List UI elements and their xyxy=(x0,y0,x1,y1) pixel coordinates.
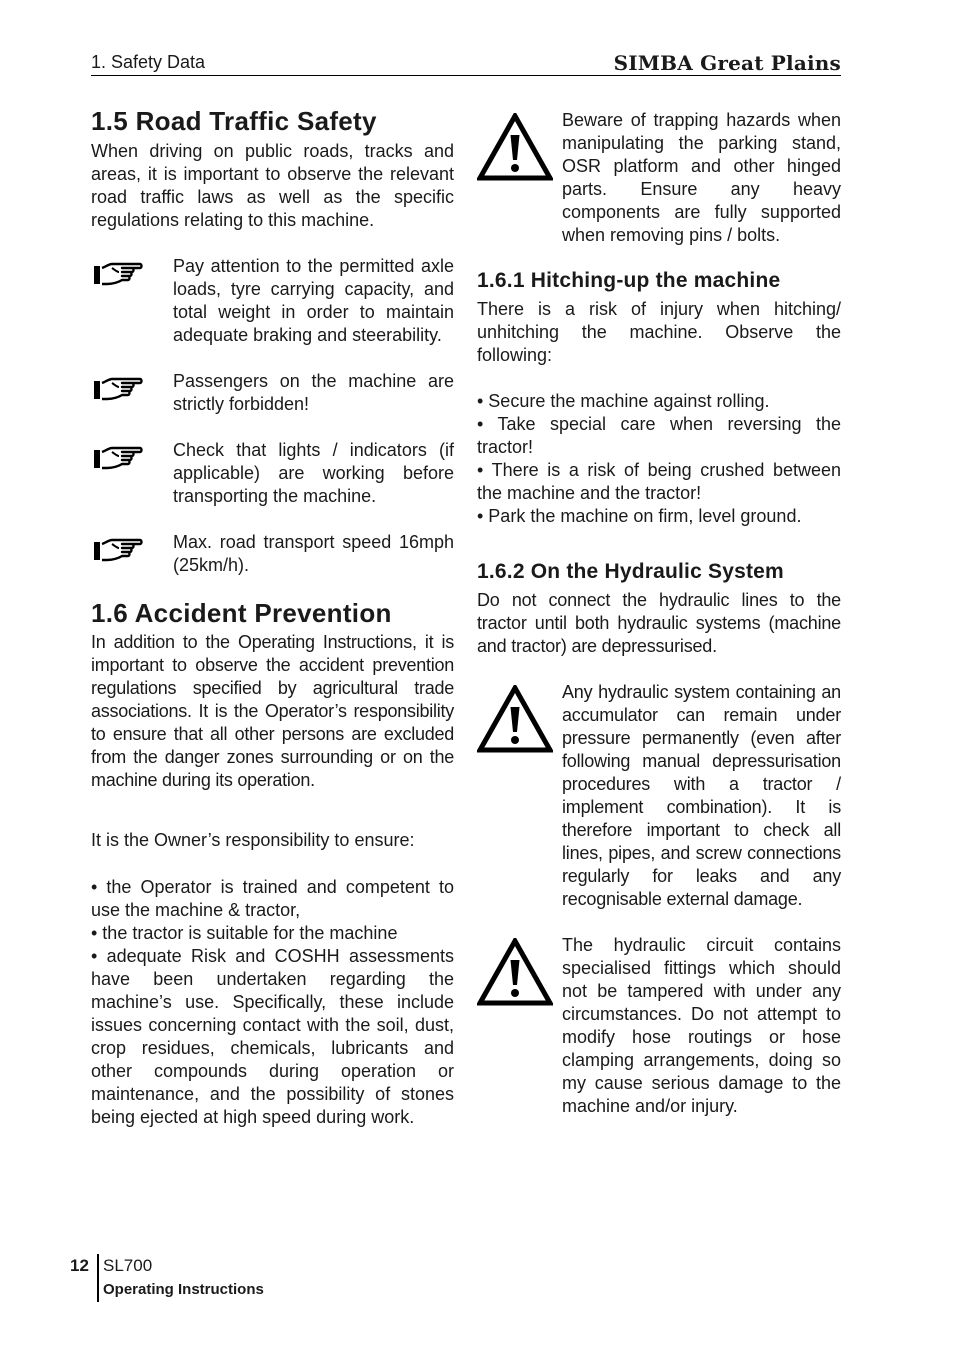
note-axle-loads-text: Pay attention to the permitted axle loads, tyre carrying capacity, and total weight in order to maintain adequate braking and steerability. xyxy=(173,256,454,345)
warning-triangle-icon xyxy=(477,934,562,1012)
section-1-6-1-intro: There is a risk of injury when hitching/ unhitching the machine. Observe the following: xyxy=(477,299,841,365)
page-number: 12 xyxy=(70,1256,89,1275)
warning-fittings-text: The hydraulic circuit contains specialised fittings which should not be tampered with under any circumstances. Do not attempt to modify hose routings or hose clamping arrangements, doing so my cause serious damage to the machine and/or injury. xyxy=(562,935,841,1116)
section-1-5-intro: When driving on public roads, tracks and areas, it is important to observe the relevant road traffic laws as well as the specific regulations relating to this machine. xyxy=(91,141,454,230)
pointing-hand-icon xyxy=(91,255,173,293)
warning-accumulator-text: Any hydraulic system containing an accumulator can remain under pressure permanently (even after following manual depressurisation procedures with a tractor / implement combination). It is therefore important to check all lines, pipes, and screw connections regularly for leaks and any recognisable external damage. xyxy=(562,682,841,909)
list-item: • Take special care when reversing the tractor! xyxy=(477,414,841,457)
owner-intro: It is the Owner’s responsibility to ensure: xyxy=(91,830,415,850)
note-lights xyxy=(91,439,454,508)
footer-doc-title: Operating Instructions xyxy=(103,1281,264,1298)
list-item: • Secure the machine against rolling. xyxy=(477,391,770,411)
note-speed xyxy=(91,531,454,577)
section-1-6-title: 1.6 Accident Prevention xyxy=(91,598,392,628)
section-1-6-2-title: 1.6.2 On the Hydraulic System xyxy=(477,560,784,583)
warning-trapping xyxy=(477,109,841,247)
warning-triangle-icon xyxy=(477,681,562,759)
warning-fittings xyxy=(477,934,841,1118)
note-passengers-text: Passengers on the machine are strictly forbidden! xyxy=(173,371,454,414)
list-item: • adequate Risk and COSHH assessments have been undertaken regarding the machine’s use. Specifically, these include issues concerning contact with the soil, dust, crop residues, chemicals, lubricants and other compounds during operation or maintenance, and the possibility of stones being ejected at high speed during work. xyxy=(91,946,454,1127)
list-item: • There is a risk of being crushed between the machine and the tractor! xyxy=(477,460,841,503)
left-column xyxy=(91,106,454,1129)
footer-divider xyxy=(97,1254,99,1302)
pointing-hand-icon xyxy=(91,439,173,477)
warning-accumulator xyxy=(477,681,841,911)
section-1-5-title: 1.5 Road Traffic Safety xyxy=(91,106,377,136)
section-1-6-2-intro: Do not connect the hydraulic lines to the tractor until both hydraulic systems (machine and tractor) are depressurised. xyxy=(477,590,841,656)
pointing-hand-icon xyxy=(91,370,173,408)
list-item: • the Operator is trained and competent to use the machine & tractor, xyxy=(91,877,454,920)
section-1-6-intro: In addition to the Operating Instructions, it is important to observe the accident prevention regulations specified by agricultural trade associations. It is the Operator’s responsibility to ensure that all other persons are excluded from the danger zones surrounding or on the machine during its operation. xyxy=(91,632,454,790)
header-rule xyxy=(91,75,841,76)
header-brand: SIMBA Great Plains xyxy=(613,51,841,75)
header-section: 1. Safety Data xyxy=(91,52,206,72)
note-speed-text: Max. road transport speed 16mph (25km/h). xyxy=(173,532,454,575)
list-item: • the tractor is suitable for the machine xyxy=(91,923,398,943)
pointing-hand-icon xyxy=(91,531,173,569)
note-passengers xyxy=(91,370,454,416)
note-lights-text: Check that lights / indicators (if applicable) are working before transporting the machine. xyxy=(173,440,454,506)
warning-trapping-text: Beware of trapping hazards when manipulating the parking stand, OSR platform and other hinged parts. Ensure any heavy components are fully supported when removing pins / bolts. xyxy=(562,110,841,245)
section-1-6-1-title: 1.6.1 Hitching-up the machine xyxy=(477,269,781,292)
hitching-bullets xyxy=(477,390,841,528)
right-column xyxy=(477,109,841,1118)
warning-triangle-icon xyxy=(477,109,562,187)
note-axle-loads xyxy=(91,255,454,347)
owner-bullets xyxy=(91,876,454,1129)
footer-model: SL700 xyxy=(103,1256,153,1275)
list-item: • Park the machine on firm, level ground. xyxy=(477,506,802,526)
